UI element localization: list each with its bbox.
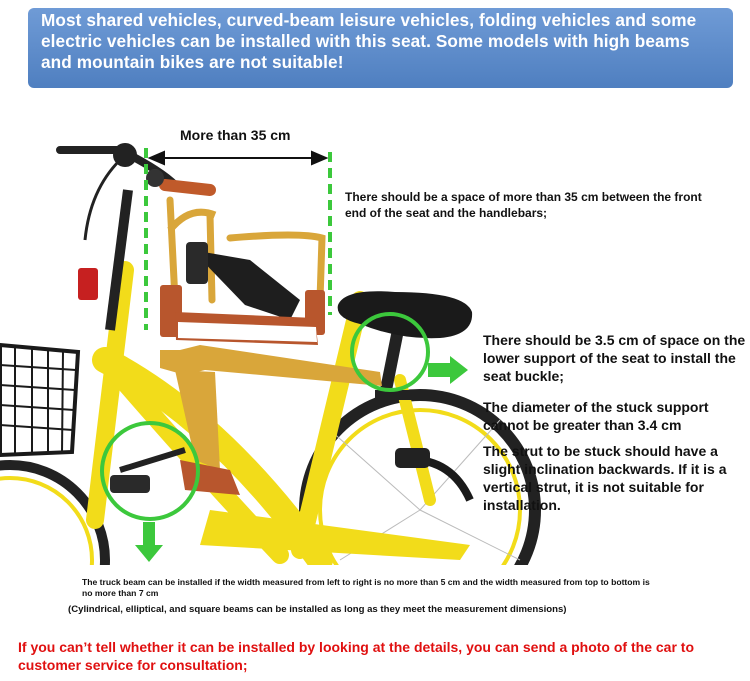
measure-label: More than 35 cm [180, 127, 291, 143]
reflector-light [78, 268, 98, 300]
truck-beam-note: The truck beam can be installed if the width measured from left to right is no more than 5 cm and the width measured from top to bottom is no more than 7 cm [82, 577, 650, 598]
right-arrow-icon [428, 356, 468, 384]
contact-service-note: If you can’t tell whether it can be installed by looking at the details, you can send a photo of the car to customer service for consultation; [18, 639, 694, 673]
note-diameter: The diameter of the stuck support cannot be greater than 3.4 cm [483, 399, 709, 433]
measure-arrow [150, 152, 326, 164]
front-basket [0, 345, 78, 455]
bike-lock [395, 448, 430, 468]
down-arrow-icon [135, 522, 163, 562]
banner-text: Most shared vehicles, curved-beam leisure vehicles, folding vehicles and some electric vehicles can be installed with this seat. Some models with high beams and mountain bikes are not suitable! [41, 10, 697, 72]
note-strut: The strut to be stuck should have a slight inclination backwards. If it is a vertical strut, it is not suitable for installation. [483, 443, 727, 513]
chain-guard [200, 510, 470, 560]
beam-shapes-note: (Cylindrical, elliptical, and square beams can be installed as long as they meet the measurement dimensions) [68, 604, 567, 615]
info-banner [28, 8, 733, 88]
note-lower-support: There should be 3.5 cm of space on the lower support of the seat to install the seat buckle; [483, 332, 746, 384]
note-space-between: There should be a space of more than 35 cm between the front end of the seat and the handlebars; [345, 190, 702, 220]
